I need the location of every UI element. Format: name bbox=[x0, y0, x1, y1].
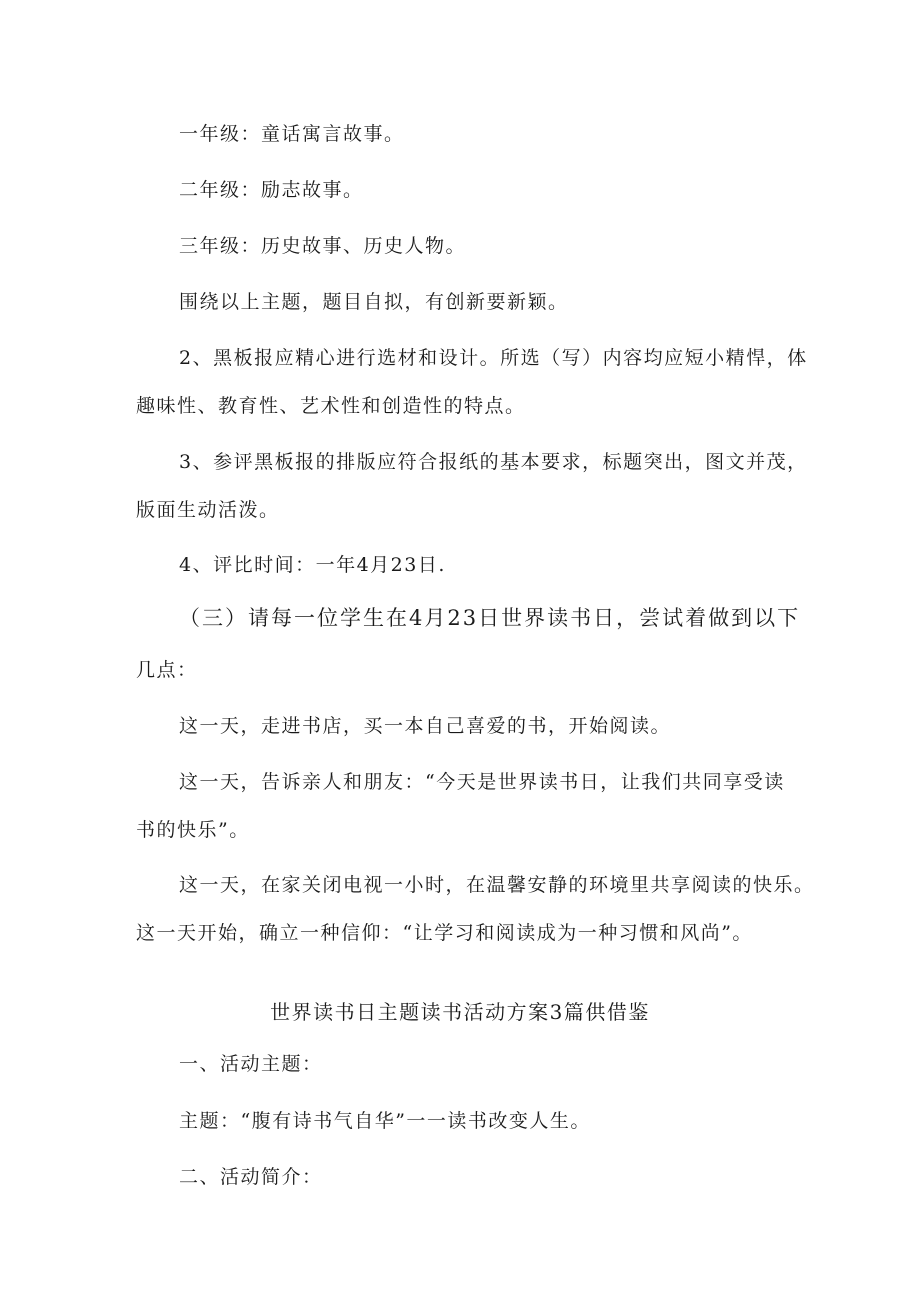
paragraph-item-4: 4、评比时间：一年4月23日. bbox=[179, 554, 446, 576]
paragraph-grade-1: 一年级：童话寓言故事。 bbox=[179, 123, 405, 145]
paragraph-grade-3: 三年级：历史故事、历史人物。 bbox=[179, 235, 467, 257]
paragraph-tv-off: 这一天，在家关闭电视一小时，在温馨安静的环境里共享阅读的快乐。 bbox=[179, 874, 815, 896]
paragraph-item-2-line-1: 2、黑板报应精心进行选材和设计。所选（写）内容均应短小精悍，体 bbox=[179, 347, 808, 369]
paragraph-item-3-line-2: 版面生动活泼。 bbox=[136, 499, 280, 521]
activity-intro-title: 二、活动简介： bbox=[179, 1166, 323, 1188]
paragraph-section-3-line-1: （三）请每一位学生在4月23日世界读书日，尝试着做到以下 bbox=[179, 606, 801, 630]
paragraph-section-3-line-2: 几点： bbox=[136, 659, 198, 681]
paragraph-tell-friends-line-1: 这一天，告诉亲人和朋友：“今天是世界读书日，让我们共同享受读 bbox=[179, 771, 785, 793]
section-heading: 世界读书日主题读书活动方案3篇供借鉴 bbox=[270, 1000, 650, 1024]
paragraph-item-3-line-1: 3、参评黑板报的排版应符合报纸的基本要求，标题突出，图文并茂， bbox=[179, 451, 808, 473]
paragraph-grade-2: 二年级：励志故事。 bbox=[179, 179, 364, 201]
activity-theme-text: 主题：“腹有诗书气自华”一一读书改变人生。 bbox=[179, 1110, 591, 1132]
paragraph-item-2-line-2: 趣味性、教育性、艺术性和创造性的特点。 bbox=[136, 395, 526, 417]
paragraph-theme-note: 围绕以上主题，题目自拟，有创新要新颖。 bbox=[179, 291, 569, 313]
activity-theme-title: 一、活动主题： bbox=[179, 1053, 323, 1075]
paragraph-tell-friends-line-2: 书的快乐”。 bbox=[136, 819, 250, 841]
paragraph-bookstore: 这一天，走进书店，买一本自己喜爱的书，开始阅读。 bbox=[179, 715, 672, 737]
paragraph-belief: 这一天开始，确立一种信仰：“让学习和阅读成为一种习惯和风尚”。 bbox=[136, 922, 753, 944]
